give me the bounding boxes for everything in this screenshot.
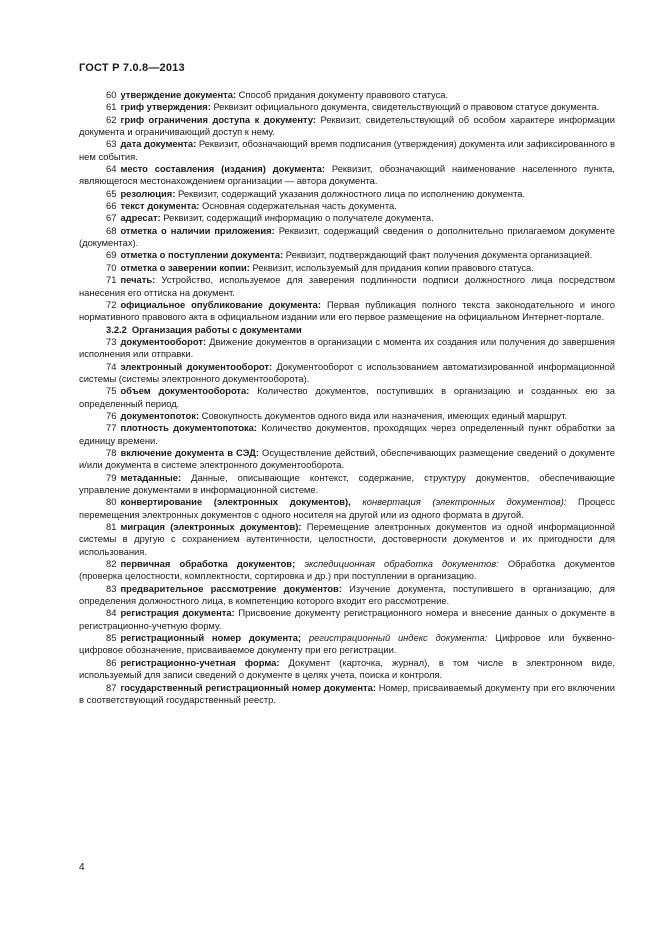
section-title: Организация работы с документами (131, 323, 302, 335)
definition-entry (79, 225, 615, 250)
entry-definition: Перемещение электронных документов из одной информационной системы в другую с сохранением аутентичности, целостности, достоверности документов и их пригодности для использования. (79, 521, 615, 557)
entry-number: 87 (106, 681, 117, 693)
entry-term: отметка о поступлении документа: (120, 249, 284, 261)
entry-term: отметка о наличии приложения: (120, 224, 275, 236)
definition-entry (79, 682, 615, 707)
definition-entry (79, 274, 615, 299)
entry-term: гриф утверждения: (120, 101, 211, 113)
entry-term: регистрационный номер документа; (120, 632, 302, 644)
entry-definition: Способ придания документу правового статуса. (236, 89, 449, 100)
entry-term: первичная обработка документов; (120, 558, 296, 570)
definition-entry (79, 657, 615, 682)
entry-number: 71 (106, 274, 117, 286)
entry-definition: Реквизит официального документа, свидетельствующий о правовом статусе документа. (210, 101, 600, 113)
entry-term: место составления (издания) документа: (120, 163, 325, 175)
definition-entry (79, 521, 615, 558)
entry-synonym: экспедиционная обработка документов: (295, 558, 499, 570)
entry-definition: Реквизит, содержащий указания должностного лица по исполнению документа. (175, 187, 526, 199)
entry-term: государственный регистрационный номер документа: (120, 681, 376, 693)
entry-number: 84 (106, 607, 117, 619)
definition-entry (79, 163, 615, 188)
entry-number: 78 (106, 446, 117, 458)
entry-term: адресат: (120, 212, 161, 224)
entry-term: миграция (электронных документов): (120, 521, 302, 533)
entry-term: регистрация документа: (120, 607, 235, 619)
definition-entry (79, 472, 615, 497)
entry-definition: Реквизит, свидетельствующий об особом характере информации документа и ограничивающий доступ к нему. (79, 113, 615, 138)
entry-number: 77 (106, 422, 117, 434)
entry-number: 67 (106, 212, 117, 224)
entry-term: утверждение документа: (120, 89, 237, 100)
entry-number: 69 (106, 249, 117, 261)
definition-entry (79, 188, 615, 200)
definition-entry (79, 607, 615, 632)
entry-definition: Реквизит, содержащий сведения о дополнительно прилагаемом документе (документах). (79, 224, 615, 249)
entry-number: 80 (106, 496, 117, 508)
definition-entry (79, 558, 615, 583)
entry-term: документооборот: (120, 335, 207, 347)
definition-entry (79, 632, 615, 657)
section-number: 3.2.2 (106, 323, 127, 335)
definition-entry (79, 200, 615, 212)
entry-number: 85 (106, 632, 117, 644)
definition-entry (79, 385, 615, 410)
entry-term: текст документа: (120, 200, 200, 212)
document-body (79, 89, 615, 706)
section-heading (79, 324, 615, 336)
entry-number: 81 (106, 521, 117, 533)
entry-definition: Первая публикация полного текста законодательного и иного нормативного правового акта в официальном издании или его первое размещение на официальном Интернет-портале. (79, 298, 615, 323)
entry-term: гриф ограничения доступа к документу: (120, 113, 317, 125)
entry-definition: Процесс перемещения электронных документов с одного носителя на другой или из одного формата в другой. (79, 496, 616, 520)
entry-term: объем документооборота: (120, 385, 250, 397)
entry-number: 82 (106, 558, 117, 570)
entry-definition: Изучение документа, поступившего в организацию, для определения должностного лица, в компетенцию которого входит его рассмотрение. (79, 582, 615, 607)
entry-definition: Цифровое или буквенно-цифровое обозначение, присваиваемое документу при его регистрации. (79, 632, 615, 656)
entry-term: метаданные: (120, 471, 182, 483)
entry-term: отметка о заверении копии: (120, 261, 250, 273)
entry-definition: Реквизит, используемый для придания копии правового статуса. (249, 261, 534, 273)
definition-entry (79, 422, 615, 447)
entry-number: 76 (106, 409, 117, 421)
entry-definition: Количество документов, проходящих через определенный пункт обработки за единицу времени. (79, 422, 615, 446)
entry-number: 72 (106, 298, 117, 310)
definition-entry (79, 114, 615, 139)
entry-number: 61 (106, 101, 117, 113)
entry-number: 62 (106, 113, 117, 125)
document-header: ГОСТ Р 7.0.8—2013 (79, 62, 185, 74)
entry-definition: Количество документов, поступивших в организацию и созданных ею за определенный период. (79, 385, 615, 409)
entry-term: предварительное рассмотрение документов: (120, 582, 342, 594)
entry-definition: Реквизит, подтверждающий факт получения документа организацией. (283, 249, 593, 261)
entries-group-2 (79, 336, 615, 706)
entry-number: 73 (106, 335, 117, 347)
entry-number: 75 (106, 385, 117, 397)
entry-number: 60 (106, 89, 117, 100)
entry-number: 79 (106, 471, 117, 483)
entry-definition: Документ (карточка, журнал), в том числе в электронном виде, используемый для записи сведений о документе в целях учета, поиска и контроля. (79, 656, 615, 681)
definition-entry (79, 583, 615, 608)
entry-definition: Совокупность документов одного вида или назначения, имеющих единый маршрут. (199, 409, 568, 421)
entry-number: 64 (106, 163, 117, 175)
entry-number: 68 (106, 224, 117, 236)
definition-entry (79, 138, 615, 163)
entry-definition: Движение документов в организации с момента их создания или получения до завершения исполнения или отправки. (79, 335, 615, 360)
entry-term: включение документа в СЭД: (120, 446, 259, 458)
entry-synonym: регистрационный индекс документа: (301, 632, 488, 644)
entry-number: 70 (106, 261, 117, 273)
definition-entry (79, 496, 615, 521)
definition-entry (79, 336, 615, 361)
definition-entry (79, 89, 615, 101)
entry-term: плотность документопотока: (120, 422, 258, 434)
entry-definition: Номер, присваиваемый документу при его включении в соответствующий государственный реестр. (79, 681, 615, 705)
entry-definition: Реквизит, обозначающий наименование населенного пункта, являющегося местонахождением организации — автора документа. (79, 163, 616, 187)
entry-definition: Реквизит, обозначающий время подписания (утверждения) документа или зафиксированного в нем события. (79, 138, 615, 162)
entry-term: конвертирование (электронных документов), (120, 496, 351, 508)
entry-term: документопоток: (120, 409, 200, 421)
entry-term: дата документа: (120, 138, 197, 150)
entry-term: электронный документооборот: (120, 360, 273, 372)
entry-term: резолюция: (120, 187, 176, 199)
definition-entry (79, 447, 615, 472)
definition-entry (79, 101, 615, 113)
entry-definition: Обработка документов (проверка целостности, комплектности, сортировка и др.) при поступлении в организацию. (79, 558, 615, 582)
entry-definition: Основная содержательная часть документа. (199, 200, 397, 212)
entry-number: 86 (106, 656, 117, 668)
entry-definition: Устройство, используемое для заверения подлинности подписи должностного лица посредством нанесения его оттиска на документ. (79, 274, 615, 298)
page-number: 4 (79, 862, 85, 873)
definition-entry (79, 299, 615, 324)
entry-number: 83 (106, 582, 117, 594)
entry-definition: Присвоение документу регистрационного номера и внесение данных о документе в регистрационно-учетную форму. (79, 607, 615, 631)
entry-number: 66 (106, 200, 117, 212)
entry-definition: Данные, описывающие контекст, содержание, структуру документов, обеспечивающие управление документами в информационной системе. (79, 471, 615, 495)
entry-definition: Документооборот с использованием автоматизированной информационной системы (системы электронного документооборота). (79, 360, 615, 384)
definition-entry (79, 212, 615, 224)
entry-number: 65 (106, 187, 117, 199)
definition-entry (79, 262, 615, 274)
entry-term: печать: (120, 274, 156, 286)
entry-number: 74 (106, 360, 117, 372)
entry-number: 63 (106, 138, 117, 150)
entry-definition: Осуществление действий, обеспечивающих размещение сведений о документе и/или документа в системе электронного документооборота. (79, 446, 615, 471)
entry-term: официальное опубликование документа: (120, 298, 321, 310)
entry-synonym: конвертация (электронных документов): (350, 496, 567, 508)
entry-term: регистрационно-учетная форма: (120, 656, 280, 668)
entry-definition: Реквизит, содержащий информацию о получателе документа. (160, 212, 434, 224)
definition-entry (79, 361, 615, 386)
definition-entry (79, 410, 615, 422)
entries-group-1 (79, 89, 615, 324)
definition-entry (79, 249, 615, 261)
